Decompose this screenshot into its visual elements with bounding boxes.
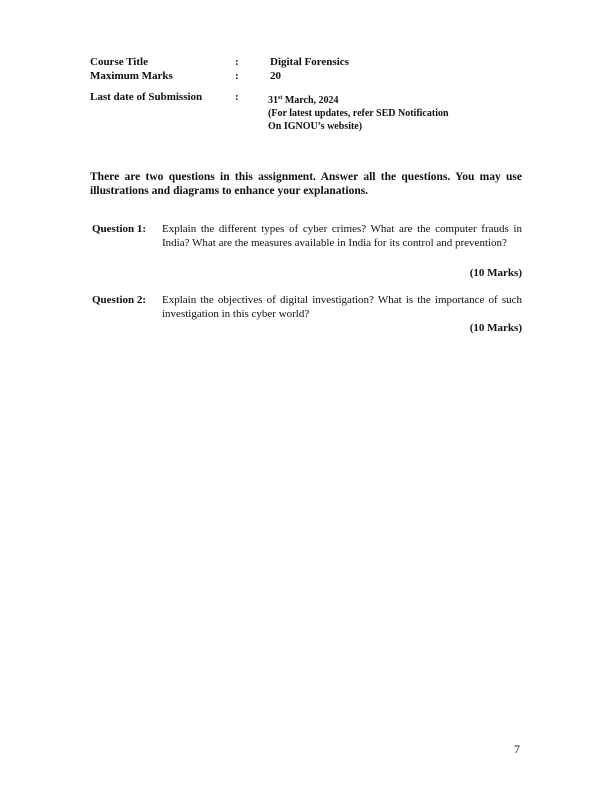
submission-colon: :	[235, 91, 239, 103]
submission-note-line1: (For latest updates, refer SED Notification	[268, 108, 449, 119]
course-title-value: Digital Forensics	[270, 56, 349, 68]
submission-note-line2: On IGNOU’s website)	[268, 121, 363, 132]
maximum-marks-value: 20	[270, 70, 281, 82]
question-1-label: Question 1:	[92, 223, 147, 235]
page-number: 7	[514, 742, 520, 756]
submission-value	[268, 92, 449, 133]
submission-date-suffix: st	[278, 95, 283, 101]
submission-date-day: 31	[268, 95, 278, 106]
course-title-colon: :	[235, 56, 239, 68]
maximum-marks-label: Maximum Marks	[90, 70, 173, 82]
question-2-text: Explain the objectives of digital investigation? What is the importance of such investigation in this cyber world?	[162, 294, 522, 320]
question-1-marks: (10 Marks)	[469, 267, 522, 279]
assignment-instructions: There are two questions in this assignment. Answer all the questions. You may use illustrations and diagrams to enhance your explanations.	[90, 171, 522, 197]
question-2-marks: (10 Marks)	[469, 322, 522, 334]
question-2	[92, 293, 522, 338]
submission-label: Last date of Submission	[90, 91, 203, 103]
question-2-label: Question 2:	[92, 294, 147, 306]
maximum-marks-colon: :	[235, 70, 239, 82]
question-1-text: Explain the different types of cyber crimes? What are the computer frauds in India? What are the measures available in India for its control and prevention?	[162, 223, 522, 249]
course-title-label: Course Title	[90, 56, 148, 68]
question-1	[92, 222, 522, 280]
submission-date	[268, 92, 449, 107]
submission-date-rest: March, 2024	[282, 95, 339, 106]
